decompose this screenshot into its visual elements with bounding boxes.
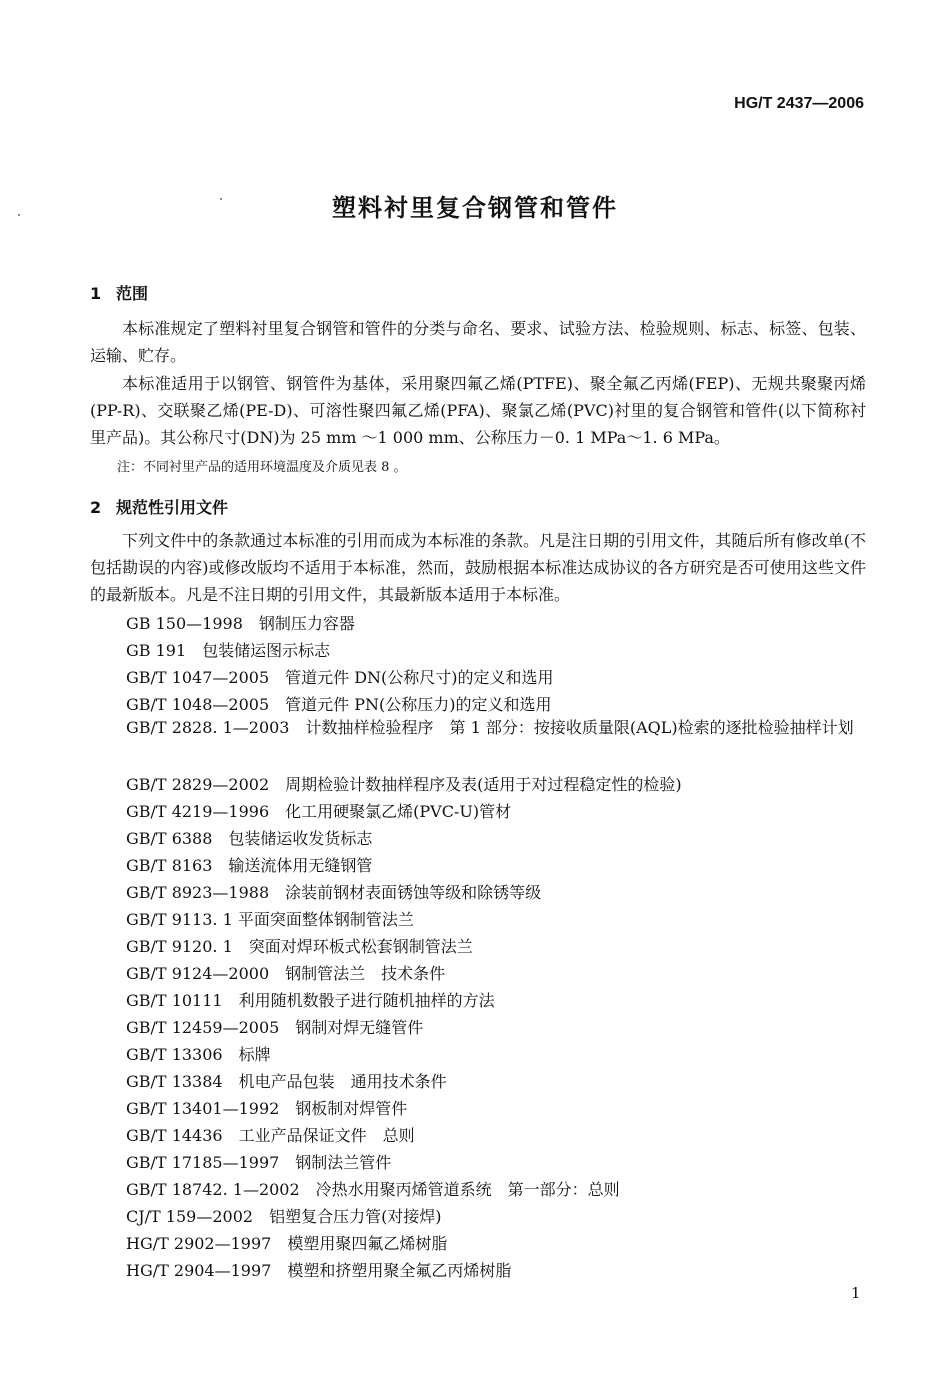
scope-note: 注：不同衬里产品的适用环境温度及介质见表 8 。	[117, 460, 407, 475]
reference-item: GB/T 6388 包装储运收发货标志	[126, 829, 373, 848]
scope-paragraph-2: 本标准适用于以钢管、钢管件为基体，采用聚四氟乙烯(PTFE)、聚全氟乙丙烯(FEP)、无规共聚聚丙烯(PP-R)、交联聚乙烯(PE-D)、可溶性聚四氟乙烯(PFA)、聚氯乙烯(PVC)衬里的复合钢管和管件(以下简称衬里产品)。其公称尺寸(DN)为 25 mm ～1 000 mm、公称压力－0. 1 MPa～1. 6 MPa。	[90, 374, 866, 447]
reference-item: GB/T 8923—1988 涂装前钢材表面锈蚀等级和除锈等级	[126, 883, 542, 902]
reference-item: GB/T 12459—2005 钢制对焊无缝管件	[126, 1018, 424, 1037]
reference-item: CJ/T 159—2002 铝塑复合压力管(对接焊)	[126, 1207, 442, 1226]
reference-item: GB/T 17185—1997 钢制法兰管件	[126, 1153, 392, 1172]
section-title: 规范性引用文件	[116, 498, 229, 517]
reference-item: GB 150—1998 钢制压力容器	[126, 614, 355, 633]
reference-item: GB/T 1048—2005 管道元件 PN(公称压力)的定义和选用	[126, 695, 552, 714]
section-heading-scope	[90, 281, 148, 304]
reference-item: GB/T 9124—2000 钢制管法兰 技术条件	[126, 964, 446, 983]
reference-item: GB/T 10111 利用随机数骰子进行随机抽样的方法	[126, 991, 495, 1010]
standard-code: HG/T 2437—2006	[734, 95, 864, 112]
section-number: 2	[90, 498, 102, 517]
reference-item: GB/T 9120. 1 突面对焊环板式松套钢制管法兰	[126, 937, 473, 956]
section-number: 1	[90, 284, 102, 303]
reference-item: HG/T 2904—1997 模塑和挤塑用聚全氟乙丙烯树脂	[126, 1261, 512, 1280]
reference-item: GB 191 包装储运图示标志	[126, 641, 331, 660]
reference-item: GB/T 2829—2002 周期检验计数抽样程序及表(适用于对过程稳定性的检验)	[126, 775, 682, 794]
document-title: 塑料衬里复合钢管和管件	[332, 194, 618, 222]
reference-item: GB/T 18742. 1—2002 冷热水用聚丙烯管道系统 第一部分：总则	[126, 1180, 620, 1199]
scope-paragraph-1: 本标准规定了塑料衬里复合钢管和管件的分类与命名、要求、试验方法、检验规则、标志、标签、包装、运输、贮存。	[90, 319, 866, 365]
reference-item: GB/T 14436 工业产品保证文件 总则	[126, 1126, 415, 1145]
reference-item: GB/T 2828. 1—2003 计数抽样检验程序 第 1 部分：按接收质量限(AQL)检索的逐批检验抽样计划	[126, 718, 854, 737]
references-intro-paragraph: 下列文件中的条款通过本标准的引用而成为本标准的条款。凡是注日期的引用文件，其随后所有修改单(不包括勘误的内容)或修改版均不适用于本标准，然而，鼓励根据本标准达成协议的各方研究是否可使用这些文件的最新版本。凡是不注日期的引用文件，其最新版本适用于本标准。	[90, 531, 866, 604]
reference-item: GB/T 1047—2005 管道元件 DN(公称尺寸)的定义和选用	[126, 668, 554, 687]
reference-item: HG/T 2902—1997 模塑用聚四氟乙烯树脂	[126, 1234, 448, 1253]
section-heading-normative-references	[90, 495, 228, 518]
section-title: 范围	[116, 284, 149, 303]
page-number: 1	[851, 1284, 861, 1302]
reference-item: GB/T 8163 输送流体用无缝钢管	[126, 856, 373, 875]
reference-item: GB/T 9113. 1 平面突面整体钢制管法兰	[126, 910, 414, 929]
reference-item: GB/T 13306 标牌	[126, 1045, 271, 1064]
reference-item: GB/T 13384 机电产品包装 通用技术条件	[126, 1072, 447, 1091]
reference-item: GB/T 4219—1996 化工用硬聚氯乙烯(PVC-U)管材	[126, 802, 512, 821]
reference-item: GB/T 13401—1992 钢板制对焊管件	[126, 1099, 408, 1118]
